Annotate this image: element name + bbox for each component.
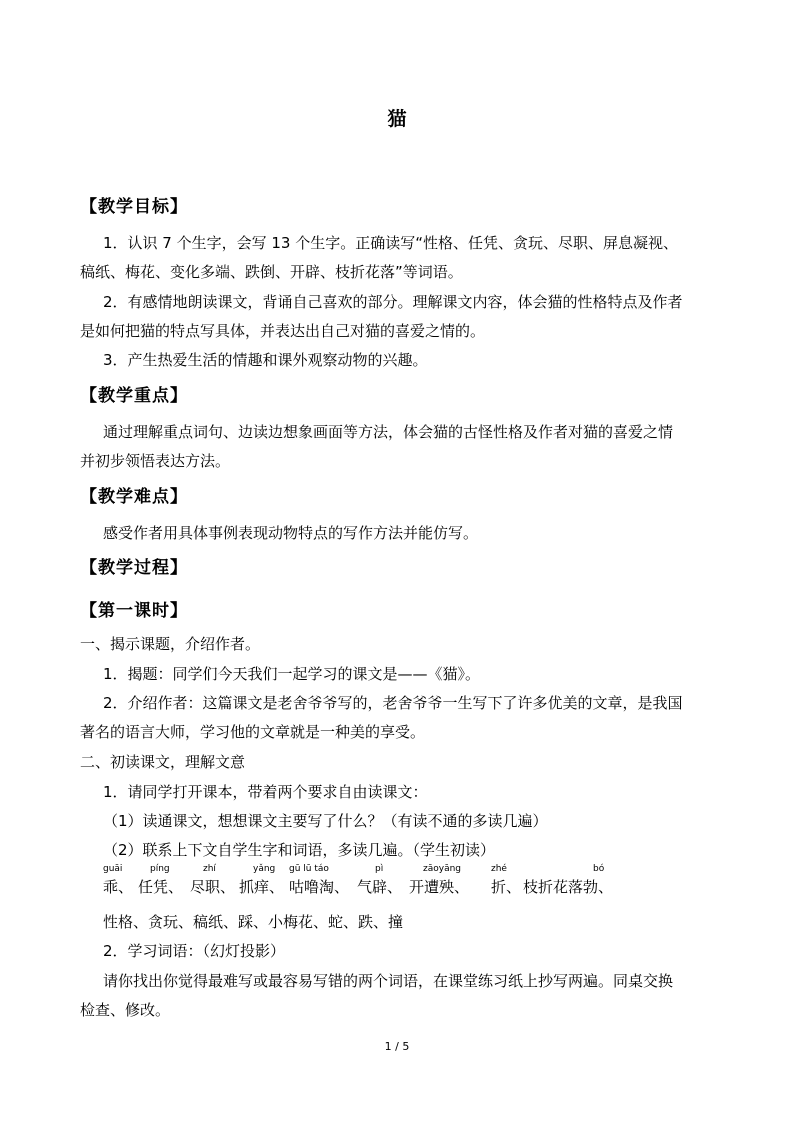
section-2-item-1: 1．请同学打开课本，带着两个要求自由读课文： [103,783,428,801]
goal-1-line-1: 1．认识 7 个生字，会写 13 个生字。正确读写“性格、任凭、贪玩、尽职、屏息凝视、 [103,234,679,252]
section-1-item-2-line-2: 著名的语言大师，学习他的文章就是一种美的享受。 [80,723,426,741]
section-2-title: 二、初读课文，理解文意 [80,753,246,771]
heading-teaching-process: 【教学过程】 [80,558,188,578]
section-2-item-2: 2．学习词语：（幻灯投影） [103,942,286,960]
heading-difficult-point: 【教学难点】 [80,487,188,507]
heading-key-point: 【教学重点】 [80,386,188,406]
section-2-item-2-detail-line-2: 检查、修改。 [80,1001,171,1019]
section-1-title: 一、揭示课题，介绍作者。 [80,635,261,653]
section-1-item-2-line-1: 2．介绍作者：这篇课文是老舍爷爷写的，老舍爷爷一生写下了许多优美的文章，是我国 [103,694,683,712]
section-1-item-1: 1．揭题：同学们今天我们一起学习的课文是——《猫》。 [103,665,481,683]
page-title: 猫 [387,108,407,130]
pinyin-word-list: guāi 乖、 píng 任凭、 zhí 尽职、 yǎng 抓痒、 gū lū táo 咕噜淘、 pì 气辟、 zāoyāng 开遭殃、 zhé 折、 bó 枝折花落勃、 [103,864,614,896]
goal-2-line-2: 是如何把猫的特点写具体，并表达出自己对猫的喜爱之情的。 [80,322,486,340]
section-2-requirement-1: （1）读通课文，想想课文主要写了什么？（有读不通的多读几遍） [103,812,548,830]
section-2-words-line-2: 性格、贪玩、稿纸、踩、小梅花、蛇、跌、撞 [103,913,404,931]
heading-teaching-goals: 【教学目标】 [80,197,188,217]
goal-3: 3．产生热爱生活的情趣和课外观察动物的兴趣。 [103,351,428,369]
key-point-line-2: 并初步领悟表达方法。 [80,452,231,470]
page-number: 1 / 5 [384,1040,410,1053]
goal-1-line-2: 稿纸、梅花、变化多端、跌倒、开辟、枝折花落”等词语。 [80,263,463,281]
section-2-requirement-2: （2）联系上下文自学生字和词语，多读几遍。（学生初读） [103,841,496,859]
difficult-point-text: 感受作者用具体事例表现动物特点的写作方法并能仿写。 [103,524,479,542]
section-2-item-2-detail-line-1: 请你找出你觉得最难写或最容易写错的两个词语，在课堂练习纸上抄写两遍。同桌交换 [103,972,674,990]
key-point-line-1: 通过理解重点词句、边读边想象画面等方法，体会猫的古怪性格及作者对猫的喜爱之情 [103,423,674,441]
heading-first-lesson: 【第一课时】 [80,601,188,621]
goal-2-line-1: 2．有感情地朗读课文，背诵自己喜欢的部分。理解课文内容，体会猫的性格特点及作者 [103,293,683,311]
